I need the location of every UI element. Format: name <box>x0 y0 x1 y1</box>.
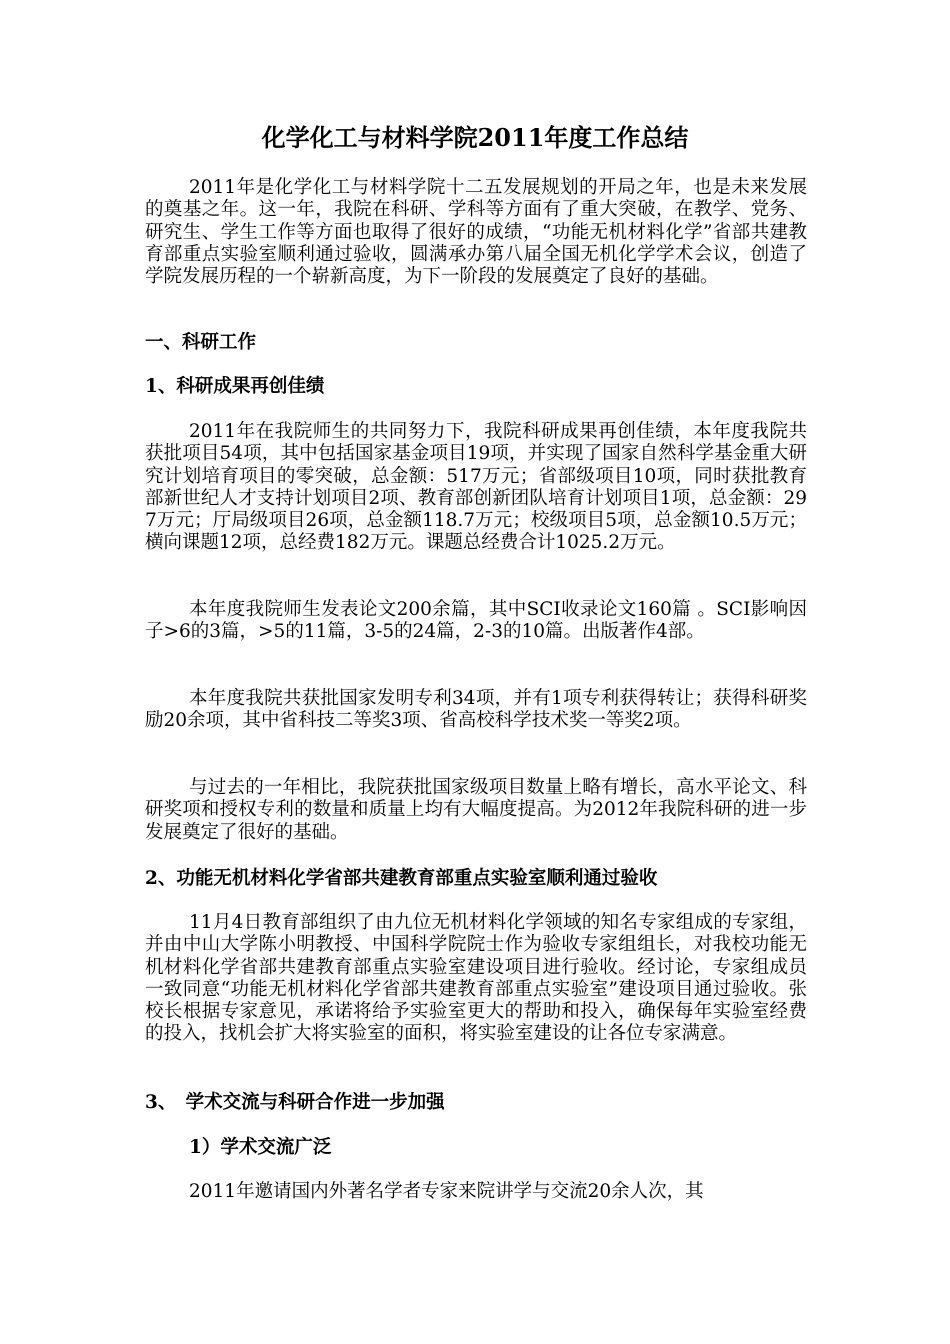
subsection-heading-lab: 2、功能无机材料化学省部共建教育部重点实验室顺利通过验收 <box>145 868 658 889</box>
results-paragraph-papers: 本年度我院师生发表论文200余篇，其中SCI收录论文160篇 。SCI影响因子>6的3篇，>5的11篇，3-5的24篇，2-3的10篇。出版著作4部。 <box>145 599 807 643</box>
subsection-heading-exchange: 3、 学术交流与科研合作进一步加强 <box>145 1092 445 1113</box>
academic-paragraph: 2011年邀请国内外著名学者专家来院讲学与交流20余人次，其 <box>189 1181 704 1202</box>
results-paragraph-summary: 与过去的一年相比，我院获批国家级项目数量上略有增长，高水平论文、科研奖项和授权专利的数量和质量上均有大幅度提高。为2012年我院科研的进一步发展奠定了很好的基础。 <box>145 777 807 843</box>
subsection-heading-results: 1、科研成果再创佳绩 <box>145 376 325 397</box>
results-paragraph-projects: 2011年在我院师生的共同努力下，我院科研成果再创佳绩，本年度我院共获批项目54项，其中包括国家基金项目19项，并实现了国家自然科学基金重大研究计划培育项目的零突破，总金额：517万元；省部级项目10项，同时获批教育部新世纪人才支持计划项目2项、教育部创新团队培育计划项目1项，总金额：297万元；厅局级项目26项，总金额118.7万元；校级项目5项，总金额10.5万元；横向课题12项，总经费182万元。课题总经费合计1025.2万元。 <box>145 421 807 554</box>
section-heading-research: 一、科研工作 <box>145 332 257 353</box>
lab-paragraph: 11月4日教育部组织了由九位无机材料化学领域的知名专家组成的专家组，并由中山大学陈小明教授、中国科学院院士作为验收专家组组长，对我校功能无机材料化学省部共建教育部重点实验室建设项目进行验收。经讨论，专家组成员一致同意“功能无机材料化学省部共建教育部重点实验室”建设项目通过验收。张校长根据专家意见，承诺将给予实验室更大的帮助和投入，确保每年实验室经费的投入，找机会扩大将实验室的面积，将实验室建设的让各位专家满意。 <box>145 912 807 1045</box>
subsubsection-heading-academic: 1）学术交流广泛 <box>189 1137 332 1158</box>
results-paragraph-patents: 本年度我院共获批国家发明专利34项，并有1项专利获得转让；获得科研奖励20余项，其中省科技二等奖3项、省高校科学技术奖一等奖2项。 <box>145 688 807 732</box>
document-title: 化学化工与材料学院2011年度工作总结 <box>261 123 689 152</box>
intro-paragraph: 2011年是化学化工与材料学院十二五发展规划的开局之年，也是未来发展的奠基之年。这一年，我院在科研、学科等方面有了重大突破，在教学、党务、研究生、学生工作等方面也取得了很好的成绩，“功能无机材料化学”省部共建教育部重点实验室顺利通过验收，圆满承办第八届全国无机化学学术会议，创造了学院发展历程的一个崭新高度，为下一阶段的发展奠定了良好的基础。 <box>145 177 807 288</box>
